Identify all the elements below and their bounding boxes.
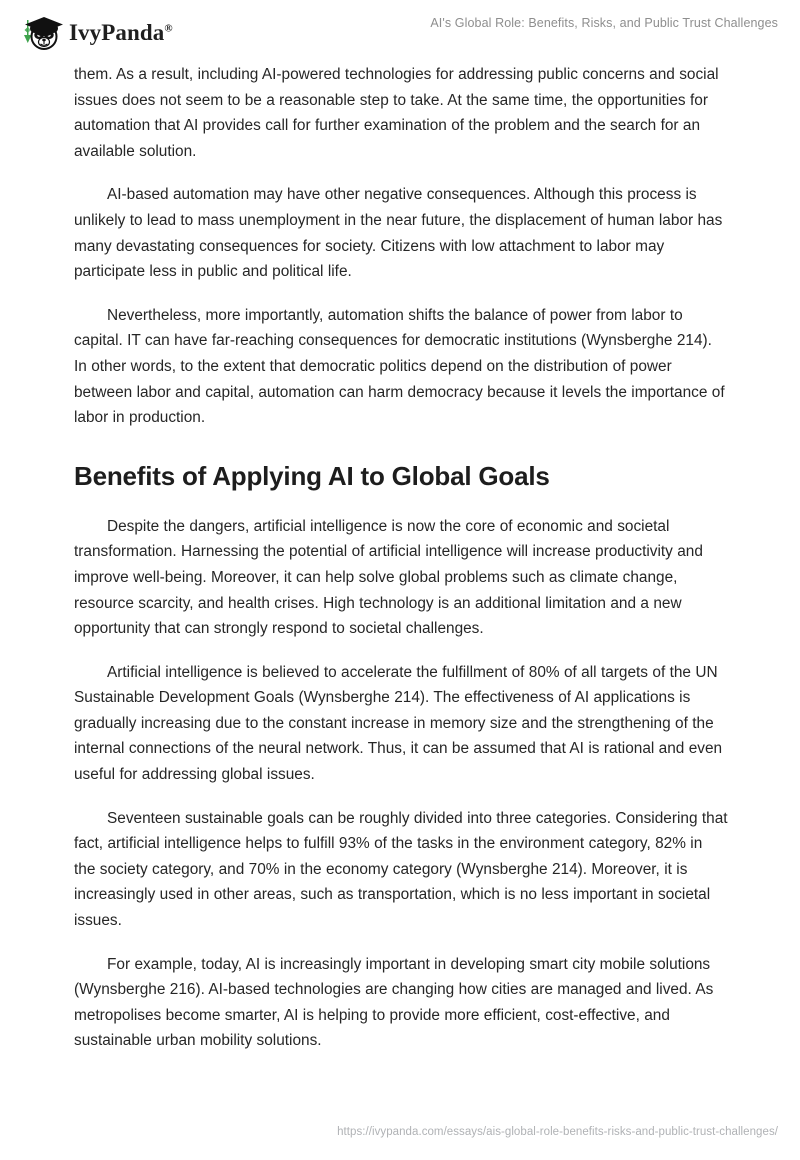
paragraph: Artificial intelligence is believed to accelerate the fulfillment of 80% of all targets of the UN Sustainable Development Goals (Wynsberghe 214). The effectiveness of AI applications is gradually increasing due to the constant increase in memory size and the strengthening of the internal connections of the neural network. Thus, it can be assumed that AI is rational and even useful for addressing global issues. bbox=[74, 663, 723, 784]
paragraph: Nevertheless, more importantly, automation shifts the balance of power from labor to capital. IT can have far-reaching consequences for democratic institutions (Wynsberghe 214). In other words, to the extent that democratic politics depend on the distribution of power between labor and capital, automation can harm democracy because it levels the importance of labor in production. bbox=[74, 306, 725, 427]
brand-logo-link[interactable] bbox=[20, 12, 173, 52]
brand-name-text: IvyPanda bbox=[69, 19, 165, 45]
section-heading: Benefits of Applying AI to Global Goals bbox=[74, 460, 550, 491]
page-footer bbox=[0, 1100, 800, 1160]
paragraph: For example, today, AI is increasingly important in developing smart city mobile solutions (Wynsberghe 216). AI-based technologies are changing how cities are managed and lived. As metropolises become smarter, AI is helping to provide more efficient, cost-effective, and sustainable urban mobility solutions. bbox=[74, 955, 714, 1050]
paragraph: Seventeen sustainable goals can be roughly divided into three categories. Considering that fact, artificial intelligence helps to fulfill 93% of the tasks in the environment category, 82% in the society category, and 70% in the economy category (Wynsberghe 214). Moreover, it is increasingly used in other areas, such as transportation, which is no less important in societal issues. bbox=[74, 809, 728, 930]
panda-graduation-cap-logo-icon bbox=[20, 12, 64, 52]
document-body bbox=[74, 62, 728, 1072]
page-title: AI's Global Role: Benefits, Risks, and Public Trust Challenges bbox=[430, 16, 778, 30]
paragraph: Despite the dangers, artificial intelligence is now the core of economic and societal transformation. Harnessing the potential of artificial intelligence will increase productivity and improve well-being. Moreover, it can help solve global problems such as climate change, resource scarcity, and health crises. High technology is an additional limitation and a new opportunity that can strongly respond to societal challenges. bbox=[74, 517, 703, 638]
registered-trademark-icon: ® bbox=[164, 21, 173, 34]
paragraph: AI-based automation may have other negative consequences. Although this process is unlikely to lead to mass unemployment in the near future, the displacement of human labor has many devastating consequences for society. Citizens with low attachment to labor may participate less in public and political life. bbox=[74, 186, 723, 281]
page-header bbox=[0, 0, 800, 62]
source-url-link[interactable]: https://ivypanda.com/essays/ais-global-role-benefits-risks-and-public-trust-challenges/ bbox=[337, 1126, 778, 1138]
paragraph: them. As a result, including AI-powered technologies for addressing public concerns and social issues does not seem to be a reasonable step to take. At the same time, the opportunities for automation that AI provides call for further examination of the problem and the search for an available solution. bbox=[74, 66, 719, 160]
brand-name bbox=[69, 21, 173, 44]
